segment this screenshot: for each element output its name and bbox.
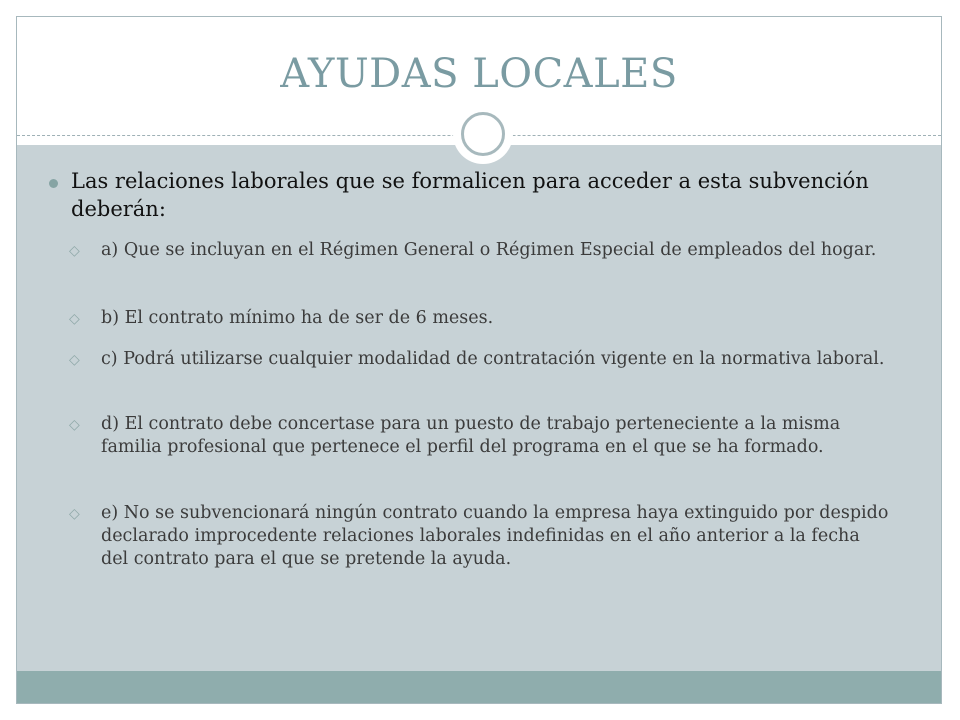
sub-bullet-text: b) El contrato mínimo ha de ser de 6 meses. [101, 308, 494, 328]
sub-bullet-text: c) Podrá utilizarse cualquier modalidad de contratación vigente en la normativa laboral. [101, 349, 885, 369]
content-area [17, 145, 941, 671]
footer-bar [17, 671, 941, 704]
main-bullet-text: Las relaciones laborales que se formalicen para acceder a esta subvención deberán: [71, 169, 869, 221]
slide-title: AYUDAS LOCALES [280, 51, 678, 97]
diamond-outline-icon: ◇ [69, 243, 80, 259]
filled-circle-bullet-icon [49, 179, 58, 188]
diamond-outline-icon: ◇ [69, 506, 80, 522]
ring-icon [461, 112, 505, 156]
diamond-outline-icon: ◇ [69, 352, 80, 368]
diamond-outline-icon: ◇ [69, 311, 80, 327]
diamond-outline-icon: ◇ [69, 417, 80, 433]
sub-bullet-text: a) Que se incluyan en el Régimen General o Régimen Especial de empleados del hogar. [101, 240, 877, 260]
slide-frame [16, 16, 942, 704]
sub-bullet-text: d) El contrato debe concertase para un puesto de trabajo perteneciente a la misma familia profesional que pertenece el perfil del programa en el que se ha formado. [101, 414, 841, 457]
sub-bullet-text: e) No se subvencionará ningún contrato cuando la empresa haya extinguido por despido declarado improcedente relaciones laborales indefinidas en el año anterior a la fecha del contrato para el que se pretende la ayuda. [101, 503, 889, 569]
